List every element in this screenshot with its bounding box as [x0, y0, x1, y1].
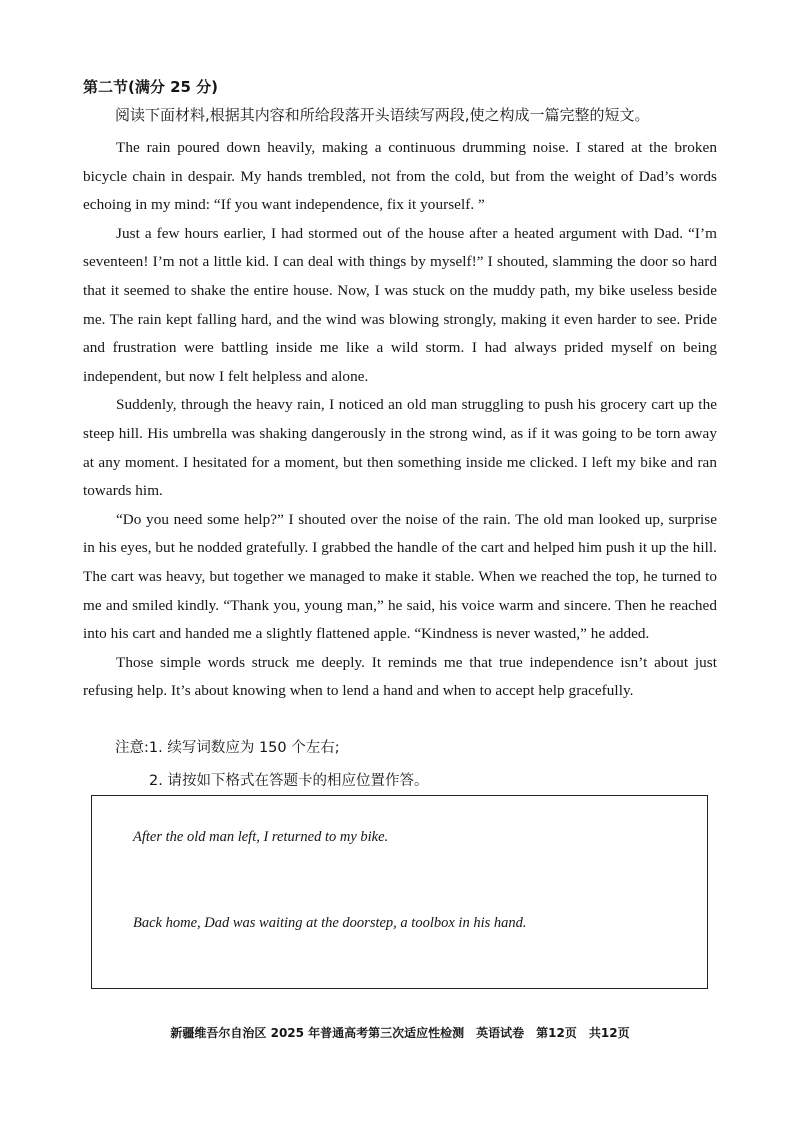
- note-item-1: 1. 续写词数应为 150 个左右;: [148, 740, 340, 756]
- notes-block: [115, 737, 428, 792]
- answer-format-box: [91, 795, 708, 989]
- passage-paragraph: Suddenly, through the heavy rain, I noticed an old man struggling to push his grocery cart up the steep hill. His umbrella was shaking dangerously in the strong wind, as if it was going to be torn away at any moment. I hesitated for a moment, but then something inside me clicked. I left my bike and ran towards him.: [83, 396, 717, 500]
- note-item-2: 2. 请按如下格式在答题卡的相应位置作答。: [149, 773, 429, 789]
- passage-paragraph: Those simple words struck me deeply. It reminds me that true independence isn’t about just refusing help. It’s about knowing when to lend a hand and when to accept help gracefully.: [83, 653, 717, 700]
- paragraph-opening-2: Back home, Dad was waiting at the doorstep, a toolbox in his hand.: [133, 915, 527, 931]
- reading-passage: [83, 134, 717, 706]
- page-footer: 新疆维吾尔自治区 2025 年普通高考第三次适应性检测 英语试卷 第12页 共12页: [170, 1026, 630, 1040]
- note-label: 注意:: [115, 740, 149, 756]
- passage-paragraph: “Do you need some help?” I shouted over the noise of the rain. The old man looked up, surprise in his eyes, but he nodded gratefully. I grabbed the handle of the cart and helped him push it up the hill. The cart was heavy, but together we managed to make it stable. When we reached the top, he turned to me and smiled kindly. “Thank you, young man,” he said, his voice warm and sincere. Then he reached into his cart and handed me a slightly flattened apple. “Kindness is never wasted,” he added.: [83, 510, 717, 643]
- passage-paragraph: The rain poured down heavily, making a continuous drumming noise. I stared at the broken bicycle chain in despair. My hands trembled, not from the cold, but from the weight of Dad’s words echoing in my mind: “If you want independence, fix it yourself. ”: [83, 139, 717, 214]
- section-title: 第二节(满分 25 分): [83, 78, 219, 96]
- passage-paragraph: Just a few hours earlier, I had stormed out of the house after a heated argument with Dad. “I’m seventeen! I’m not a little kid. I can deal with things by myself!” I shouted, slamming the door so hard that it seemed to shake the entire house. Now, I was stuck on the muddy path, my bike useless beside me. The rain kept falling hard, and the wind was blowing strongly, making it even harder to see. Pride and frustration were battling inside me like a wild storm. I had always prided myself on being independent, but now I felt helpless and alone.: [83, 224, 717, 385]
- paragraph-opening-1: After the old man left, I returned to my bike.: [133, 829, 389, 845]
- task-instruction: 阅读下面材料,根据其内容和所给段落开头语续写两段,使之构成一篇完整的短文。: [115, 106, 650, 124]
- note-first-line: [115, 737, 428, 759]
